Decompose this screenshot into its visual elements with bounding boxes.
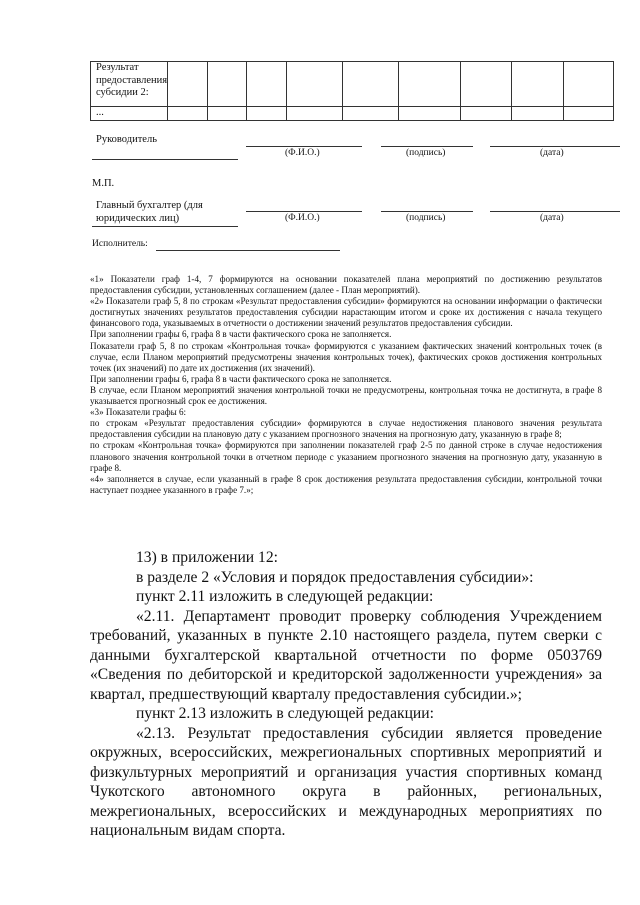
paragraph: пункт 2.13 изложить в следующей редакции:: [136, 705, 434, 722]
footnote: В случае, если Планом мероприятий значения контрольной точки не предусмотрены, контрольная точка не достигнута, в графе 8 указывается прогнозный срок ее достижения.: [90, 384, 602, 407]
footnote: При заполнении графы 6, графа 8 в части фактического срока не заполняется.: [90, 373, 392, 384]
footnote: При заполнении графы 6, графа 8 в части фактического срока не заполняется.: [90, 329, 392, 340]
table-cell: [512, 62, 564, 107]
table-cell-label: [91, 62, 168, 107]
executor-line: [156, 250, 340, 251]
table-cell: [168, 107, 208, 121]
footnote: по строкам «Контрольная точка» формируются при заполнении показателей граф 2-5 по данной строке в случае недостижения планового значения контрольной точки в отчетном периоде с указанием прогнозного значения на прогнозную дату, указанную в графе 8.: [90, 440, 602, 473]
footnote: «1» Показатели граф 1-4, 7 формируются на основании показателей плана мероприятий по достижению результатов предоставления субсидии, установленных соглашением (далее - План мероприятий).: [90, 274, 602, 296]
table-cell: [287, 62, 343, 107]
head-signature-caption: (подпись): [406, 148, 446, 158]
executor-label: Исполнитель:: [92, 239, 148, 249]
accountant-label: Главный бухгалтер (для юридических лиц): [96, 200, 203, 224]
table-cell: [461, 62, 512, 107]
head-fio-caption: (Ф.И.О.): [285, 148, 320, 158]
head-date-line: [490, 146, 620, 147]
accountant-signature-line: [381, 211, 473, 212]
footnotes: [90, 274, 602, 496]
footnote: Показатели граф 5, 8 по строкам «Контрольная точка» формируются с указанием фактических значений контрольных точек (в случае, если Планом мероприятий предусмотрены значения контрольных точек), фактических сроков достижения контрольных точек (их значений) по дате их достижения (их значений).: [90, 340, 602, 373]
footnote: «3» Показатели графы 6:: [90, 407, 187, 418]
paragraph: «2.11. Департамент проводит проверку соблюдения Учреждением требований, указанных в пункте 2.10 настоящего раздела, путем сверки с данными бухгалтерской квартальной отчетности по форме 0503769 «Сведения по дебиторской и кредиторской задолженности учреждения» за квартал, предшествующий кварталу предоставления субсидии.»;: [90, 607, 602, 703]
table-cell: [564, 107, 614, 121]
table-cell: [564, 62, 614, 107]
table-cell: [247, 107, 287, 121]
footnote: «2» Показатели граф 5, 8 по строкам «Результат предоставления субсидии» формируются на основании информации о фактически достигнутых значениях результатов предоставления субсидии нарастающим итогом и сроке их достижения с начала текущего финансового года, указываемых в отчетности о достижении значений результатов предоставления субсидии.: [90, 296, 602, 329]
row-label-result-2: Результат предоставления субсидии 2:: [96, 62, 168, 98]
table-cell: [461, 107, 512, 121]
paragraph: 13) в приложении 12:: [136, 549, 278, 566]
head-label: Руководитель: [96, 134, 157, 145]
main-text: [90, 548, 602, 841]
table-row: [91, 107, 614, 121]
table-cell: [208, 62, 247, 107]
head-date-caption: (дата): [540, 148, 564, 158]
head-signature-line: [381, 146, 473, 147]
head-name-line: [92, 159, 238, 160]
paragraph: «2.13. Результат предоставления субсидии является проведение окружных, всероссийских, межрегиональных спортивных мероприятий и физкультурных мероприятий и организация участия спортивных команд Чукотского автономного округа в районных, региональных, межрегиональных, всероссийских и международных мероприятиях по национальным видам спорта.: [90, 724, 602, 839]
table-cell: [343, 62, 399, 107]
table-cell-label: [91, 107, 168, 121]
stamp-place-label: М.П.: [92, 178, 115, 189]
accountant-signature-caption: (подпись): [406, 213, 446, 223]
results-table: [90, 61, 614, 121]
paragraph: пункт 2.11 изложить в следующей редакции:: [136, 588, 434, 605]
table-cell: [343, 107, 399, 121]
table-cell: [399, 62, 461, 107]
accountant-fio-caption: (Ф.И.О.): [285, 213, 320, 223]
row-label-ellipsis: ...: [96, 107, 104, 118]
table-cell: [168, 62, 208, 107]
table-cell: [287, 107, 343, 121]
table-cell: [208, 107, 247, 121]
accountant-fio-line: [246, 211, 362, 212]
table-row: [91, 62, 614, 107]
paragraph: в разделе 2 «Условия и порядок предоставления субсидии»:: [136, 568, 534, 586]
table-cell: [512, 107, 564, 121]
head-fio-line: [246, 146, 362, 147]
table-cell: [399, 107, 461, 121]
footnote: по строкам «Результат предоставления субсидии» формируются в случае недостижения планового значения результата предоставления субсидии на плановую дату с указанием прогнозного значения на прогнозную дату, указанную в графе 8;: [90, 418, 602, 440]
footnote: «4» заполняется в случае, если указанный в графе 8 срок достижения результата предоставления субсидии, контрольной точки наступает позднее указанного в графе 7.»;: [90, 473, 602, 495]
table-cell: [247, 62, 287, 107]
accountant-date-line: [490, 211, 620, 212]
accountant-name-line: [92, 226, 238, 227]
accountant-date-caption: (дата): [540, 213, 564, 223]
